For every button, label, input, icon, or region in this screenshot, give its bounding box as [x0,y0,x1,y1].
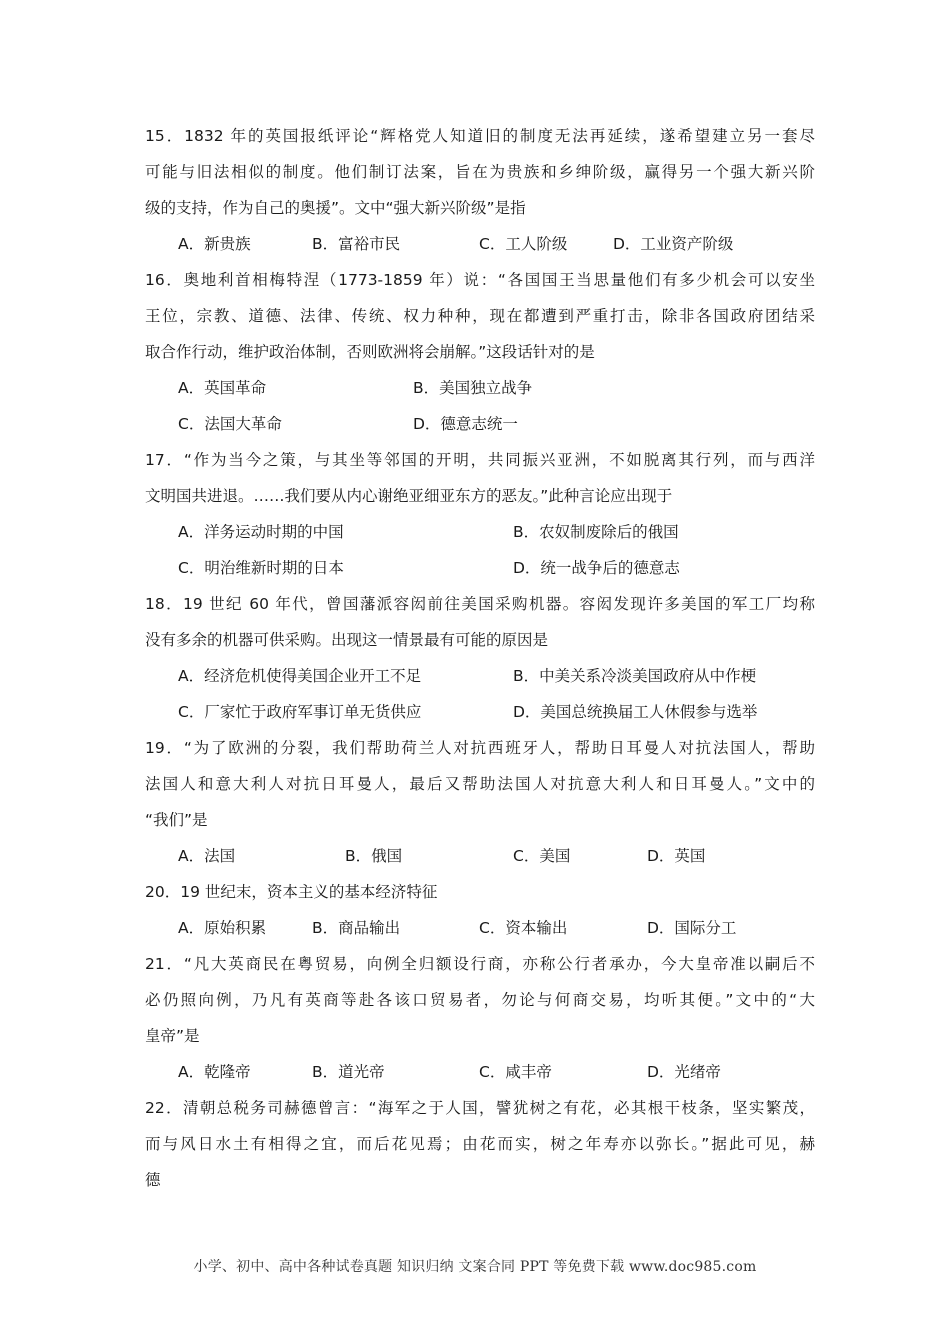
option-d: D．统一战争后的德意志 [513,559,680,577]
option-c: C．咸丰帝 [479,1063,552,1081]
question-21 [145,946,815,1090]
options-row [145,694,815,730]
question-text-line: 17．“作为当今之策，与其坐等邻国的开明，共同振兴亚洲，不如脱离其行列，而与西洋 [145,451,815,469]
option-c: C．资本输出 [479,919,568,937]
option-b: B．美国独立战争 [413,379,533,397]
question-text-line: 15．1832 年的英国报纸评论“辉格党人知道旧的制度无法再延续，遂希望建立另一套尽 [145,127,815,145]
question-20 [145,874,815,946]
question-text-line: 21．“凡大英商民在粤贸易，向例全归额设行商，亦称公行者承办，今大皇帝准以嗣后不 [145,955,815,973]
options-row [145,514,815,550]
question-text-line: 德 [145,1171,161,1189]
option-a: A．洋务运动时期的中国 [178,523,344,541]
page-footer: 小学、初中、高中各种试卷真题 知识归纳 文案合同 PPT 等免费下载 www.doc985.com [193,1259,757,1275]
question-text-line: 22．清朝总税务司赫德曾言：“海军之于人国，譬犹树之有花，必其根干枝条，坚实繁茂， [145,1099,815,1117]
question-text-line: 19．“为了欧洲的分裂，我们帮助荷兰人对抗西班牙人，帮助日耳曼人对抗法国人，帮助 [145,739,815,757]
question-text-line: 文明国共进退。……我们要从内心谢绝亚细亚东方的恶友。”此种言论应出现于 [145,487,673,505]
option-d: D．德意志统一 [413,415,518,433]
question-18 [145,586,815,730]
options-row [145,1054,815,1090]
option-c: C．美国 [513,847,571,865]
question-text-line: 而与风日水土有相得之宜，而后花见焉；由花而实，树之年寿亦以弥长。”据此可见，赫 [145,1135,815,1153]
option-a: A．新贵族 [178,235,251,253]
question-22 [145,1090,815,1198]
option-c: C．厂家忙于政府军事订单无货供应 [178,703,422,721]
question-text-line: 没有多余的机器可供采购。出现这一情景最有可能的原因是 [145,631,549,649]
question-text-line: 必仍照向例，乃凡有英商等赴各该口贸易者，勿论与何商交易，均听其便。”文中的“大 [145,991,815,1009]
option-c: C．明治维新时期的日本 [178,559,344,577]
question-text-line: 取合作行动，维护政治体制，否则欧洲将会崩解。”这段话针对的是 [145,343,595,361]
question-15 [145,118,815,262]
option-b: B．道光帝 [312,1063,385,1081]
question-text-line: 级的支持，作为自己的奥援”。文中“强大新兴阶级”是指 [145,199,526,217]
option-d: D．工业资产阶级 [613,235,734,253]
question-text-line: 皇帝”是 [145,1027,200,1045]
option-c: C．法国大革命 [178,415,282,433]
option-b: B．富裕市民 [312,235,401,253]
question-17 [145,442,815,586]
question-text-line: 18．19 世纪 60 年代，曾国藩派容闳前往美国采购机器。容闳发现许多美国的军工厂均称 [145,595,815,613]
option-b: B．商品输出 [312,919,401,937]
question-text-line: 法国人和意大利人对抗日耳曼人，最后又帮助法国人对抗意大利人和日耳曼人。”文中的 [145,775,815,793]
options-row [145,406,815,442]
option-a: A．原始积累 [178,919,267,937]
question-text-line: 可能与旧法相似的制度。他们制订法案，旨在为贵族和乡绅阶级，赢得另一个强大新兴阶 [145,163,815,181]
options-row [145,550,815,586]
option-a: A．英国革命 [178,379,267,397]
option-d: D．英国 [647,847,706,865]
option-a: A．经济危机使得美国企业开工不足 [178,667,422,685]
option-b: B．俄国 [345,847,403,865]
options-row [145,226,815,262]
option-a: A．法国 [178,847,236,865]
option-a: A．乾隆帝 [178,1063,251,1081]
options-row [145,838,815,874]
option-b: B．中美关系冷淡美国政府从中作梗 [513,667,757,685]
options-row [145,658,815,694]
options-row [145,370,815,406]
question-text-line: “我们”是 [145,811,208,829]
options-row [145,910,815,946]
question-19 [145,730,815,874]
option-d: D．国际分工 [647,919,737,937]
option-d: D．光绪帝 [647,1063,721,1081]
option-b: B．农奴制废除后的俄国 [513,523,679,541]
exam-content [145,118,815,1198]
option-d: D．美国总统换届工人休假参与选举 [513,703,758,721]
question-text-line: 16．奥地利首相梅特涅（1773-1859 年）说：“各国国王当思量他们有多少机会可以安坐 [145,271,815,289]
question-text-line: 20．19 世纪末，资本主义的基本经济特征 [145,883,438,901]
option-c: C．工人阶级 [479,235,568,253]
question-text-line: 王位，宗教、道德、法律、传统、权力种种，现在都遭到严重打击，除非各国政府团结采 [145,307,815,325]
question-16 [145,262,815,442]
